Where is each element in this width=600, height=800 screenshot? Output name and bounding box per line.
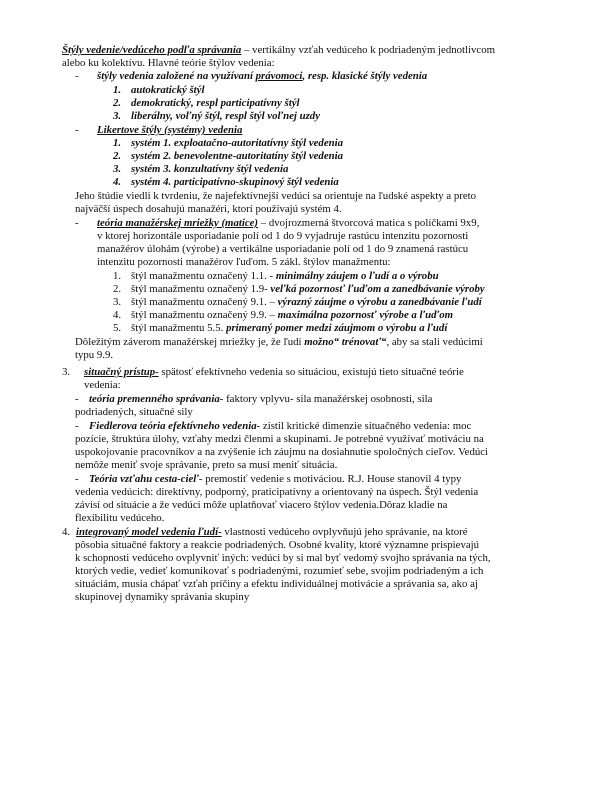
item-3-sub-1-line: podriadených, situačné sily — [75, 406, 193, 418]
item-number: 1. — [113, 84, 122, 96]
section-c-line: intenzitu pozornosti manažérov ľuďom. 5 zákl. štýlov manažmentu: — [97, 256, 391, 268]
item-emphasis: primeraný pomer medzi záujmom o výrobu a ľudí — [226, 322, 448, 334]
section-c-heading: teória manažérskej mriežky (matice) — [97, 217, 259, 229]
item-emphasis: minimálny záujem o ľudí a o výrobu — [275, 270, 439, 282]
section-b-after-1: Jeho štúdie viedli k tvrdeniu, že najefektívnejší vedúci sa orientuje na ľudské aspekty a preto — [75, 190, 477, 202]
intro-heading-rest: – vertikálny vzťah vedúceho k podriadeným jednotlivcom — [241, 44, 496, 56]
item-3-sub-2: - Fiedlerova teória efektívneho vedenia- zistil kritické dimenzie situačného vedenia: moc — [75, 420, 472, 432]
item-text: systém 4. participatívno-skupinový štýl vedenia — [131, 176, 339, 188]
dash-bullet: - — [75, 217, 79, 229]
sub-heading: Teória vzťahu cesta-cieľ — [89, 473, 199, 485]
item-number: 3. — [113, 296, 122, 308]
grid-style-item — [113, 296, 482, 309]
item-3-sub-3-line: závisí od situácie a že vedúci môže uplatňovať viacero štýlov vedenia.Dôraz kladie na — [75, 499, 448, 511]
item-3-sub-2-line: nemôže meniť svoje správanie, preto sa musí meniť situácia. — [75, 459, 338, 471]
section-b-title — [75, 124, 242, 137]
section-a-item — [113, 97, 300, 110]
sub-rest: - premostiť vedenie s motiváciou. R.J. House stanovil 4 typy — [198, 473, 462, 485]
section-a-title — [75, 70, 427, 83]
grid-style-item — [113, 283, 485, 296]
item-number: 4. — [113, 309, 122, 321]
section-b-after-2: najväčší úspech dosahujú manažéri, ktorí používajú systém 4. — [75, 203, 342, 215]
item-number: 3. — [113, 163, 122, 175]
item-3-sub-3-line: vedenia vedúcich: direktívny, podporný, praticipatívny a orientovaný na úspech. Štýl vedenia — [75, 486, 479, 498]
grid-style-item — [113, 309, 453, 322]
conclusion-post: , aby sa stali vedúcimi — [386, 336, 483, 348]
section-c-line: v ktorej horizontále usporiadanie polí od 1 do 9 vyjadruje rastúcu intenzitu pozornosti — [97, 230, 469, 242]
intro-line-1 — [62, 44, 495, 57]
section-b-heading: Likertove štýly (systémy) vedenia — [97, 124, 243, 136]
section-a-item — [113, 84, 204, 97]
item-number: 3. — [62, 366, 71, 378]
section-c-rest: – dvojrozmerná štvorcová matica s políčkami 9x9, — [258, 217, 480, 229]
item-number: 1. — [113, 137, 122, 149]
item-3-sub-3-line: flexibilitu vedúceho. — [75, 512, 165, 524]
item-emphasis: maximálna pozornosť výrobe a ľuďom — [277, 309, 454, 321]
item-4-line: situáciám, musia chápať vzťah príčiny a efektu individuálnej motivácie a správania sa, ako aj — [75, 578, 478, 590]
item-text: liberálny, voľný štýl, respl štýl voľnej uzdy — [131, 110, 320, 122]
item-4-line: pôsobia situačné faktory a reakcie podriadených. Osobné kvality, ktoré významne prispievajú — [75, 539, 480, 551]
item-number: 4. — [62, 526, 71, 538]
section-c-line: manažérov úlohám (výrobe) a vertikálne usporiadanie polí od 1 do 9 znamená rastúcu — [97, 243, 469, 255]
item-4-line: ktorých vedie, vedieť komunikovať s podriadenými, rozumieť sebe, svojim podriadeným a ich — [75, 565, 484, 577]
item-4-title — [62, 526, 468, 539]
item-text: systém 1. exploatačno-autoritatívny štýl vedenia — [131, 137, 344, 149]
sub-heading: Fiedlerova teória efektívneho vedenia- — [89, 420, 261, 432]
item-text: štýl manažmentu označený 9.9. – — [131, 309, 278, 321]
item-4-line: skupinovej dynamiky správania skupiny — [75, 591, 250, 603]
section-b-item — [113, 137, 343, 150]
sub-heading: teória premenného správania- — [89, 393, 224, 405]
item-number: 4. — [113, 176, 122, 188]
item-number: 5. — [113, 322, 122, 334]
item-text: demokratický, respl participatívny štýl — [131, 97, 300, 109]
section-c-conclusion-2: typu 9.9. — [75, 349, 114, 361]
section-a-title-post: , resp. klasické štýly vedenia — [302, 70, 428, 82]
dash-bullet: - — [75, 124, 79, 136]
item-text: systém 2. benevolentne-autoritatíny štýl vedenia — [131, 150, 344, 162]
item-text: štýl manažmentu 5.5. — [131, 322, 227, 334]
item-number: 2. — [113, 283, 122, 295]
item-emphasis: výrazný záujme o výrobu a zanedbávanie ľudí — [277, 296, 482, 308]
grid-style-item — [113, 270, 439, 283]
item-text: štýl manažmentu označený 1.9- — [131, 283, 271, 295]
conclusion-emphasis: možno“ trénovať“ — [304, 336, 387, 348]
item-number: 2. — [113, 97, 122, 109]
section-b-item — [113, 163, 288, 176]
item-text: systém 3. konzultatívny štýl vedenia — [131, 163, 289, 175]
item-4-line: k schopnosti vedúceho ovplyvniť iných: vedúci by si mal byť vedomý svojho správania na tých, — [75, 552, 491, 564]
section-a-title-pre: štýly vedenia založené — [97, 70, 197, 82]
item-number: 2. — [113, 150, 122, 162]
section-a-item — [113, 110, 320, 123]
section-a-title-underlined: právomoci — [255, 70, 303, 82]
item-3-rest: spätosť efektívneho vedenia so situáciou, existujú tieto situačné teórie — [158, 366, 464, 378]
item-3-sub-2-line: pozície, štruktúra úlohy, vzťahy medzi členmi a skupinami. Je potrebné využívať motiváciu na — [75, 433, 484, 445]
section-b-item — [113, 176, 339, 189]
conclusion-pre: Dôležitým záverom manažérskej mriežky je, že ľudí — [75, 336, 305, 348]
section-b-item — [113, 150, 343, 163]
item-number: 3. — [113, 110, 122, 122]
section-c-conclusion — [75, 336, 483, 349]
item-text: autokratický štýl — [131, 84, 205, 96]
item-3-sub-1: - teória premenného správania- faktory vplyvu- sila manažérskej osobnosti, sila — [75, 393, 433, 405]
item-3-title — [62, 366, 464, 379]
item-emphasis: veľká pozornosť ľuďom a zanedbávanie výroby — [270, 283, 485, 295]
section-c-title — [75, 217, 479, 230]
item-number: 1. — [113, 270, 122, 282]
item-4-rest: vlastnosti vedúceho ovplyvňujú jeho správanie, na ktoré — [221, 526, 468, 538]
intro-heading: Štýly vedenie/vedúceho podľa správania — [62, 44, 242, 56]
item-text: štýl manažmentu označený 9.1. – — [131, 296, 278, 308]
sub-rest: faktory vplyvu- sila manažérskej osobnosti, sila — [223, 393, 433, 405]
section-a-title-b1: na využívaní — [196, 70, 256, 82]
item-3-heading: situačný prístup- — [84, 366, 159, 378]
dash-bullet: - — [75, 70, 79, 82]
item-text: štýl manažmentu označený 1.1. - — [131, 270, 276, 282]
sub-rest: zistil kritické dimenzie situačného vedenia: moc — [260, 420, 472, 432]
grid-style-item — [113, 322, 447, 335]
item-3-sub-3: - Teória vzťahu cesta-cieľ- premostiť vedenie s motiváciou. R.J. House stanovil 4 typy — [75, 473, 462, 485]
intro-line-2: alebo ku kolektívu. Hlavné teórie štýlov vedenia: — [62, 57, 275, 69]
item-3-line: vedenia: — [84, 379, 121, 391]
item-4-heading: integrovaný model vedenia ľudí- — [76, 526, 222, 538]
item-3-sub-2-line: uspokojovanie pracovníkov a na zvýšenie ich záujmu na dosiahnutie spoločných cieľov. Vedúci — [75, 446, 489, 458]
